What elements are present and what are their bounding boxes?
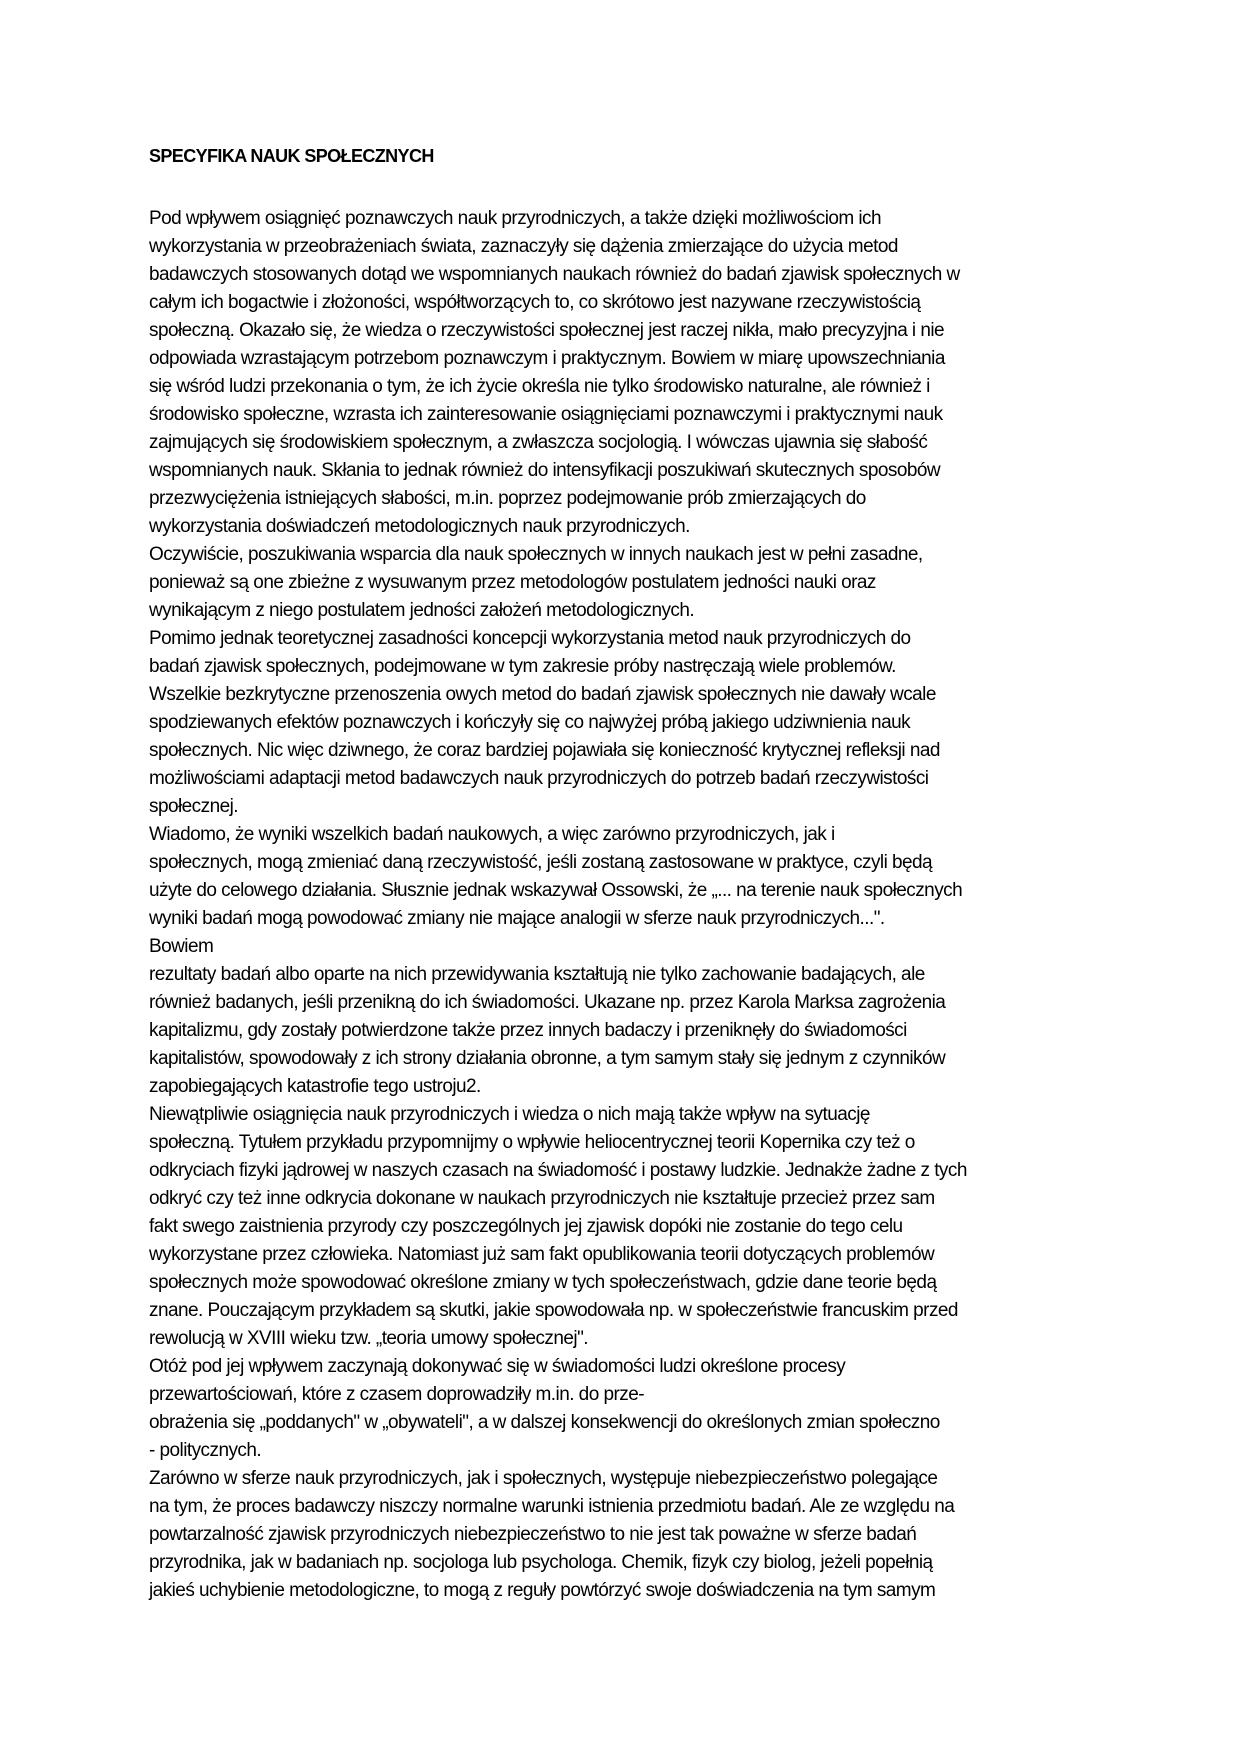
text-line: Pod wpływem osiągnięć poznawczych nauk przyrodniczych, a także dzięki możliwościom ich (149, 208, 882, 229)
text-line: odpowiada wzrastającym potrzebom poznawczym i praktycznym. Bowiem w miarę upowszechniania (149, 348, 945, 369)
text-line: Zarówno w sferze nauk przyrodniczych, jak i społecznych, występuje niebezpieczeństwo polegające (149, 1468, 938, 1489)
text-line: przyrodnika, jak w badaniach np. socjologa lub psychologa. Chemik, fizyk czy biolog, jeżeli popełnią (149, 1552, 933, 1573)
text-line: rewolucją w XVIII wieku tzw. „teoria umowy społecznej". (149, 1328, 589, 1349)
text-line: również badanych, jeśli przenikną do ich świadomości. Ukazane np. przez Karola Marksa zagrożenia (149, 992, 946, 1013)
document-title: SPECYFIKA NAUK SPOŁECZNYCH (149, 146, 434, 166)
text-line: Wiadomo, że wyniki wszelkich badań naukowych, a więc zarówno przyrodniczych, jak i (149, 824, 835, 845)
text-line: Niewątpliwie osiągnięcia nauk przyrodniczych i wiedza o nich mają także wpływ na sytuację (149, 1104, 870, 1125)
text-line: Wszelkie bezkrytyczne przenoszenia owych metod do badań zjawisk społecznych nie dawały wcale (149, 684, 936, 705)
text-line: wykorzystane przez człowieka. Natomiast już sam fakt opublikowania teorii dotyczących problemów (149, 1244, 935, 1265)
text-line: na tym, że proces badawczy niszczy normalne warunki istnienia przedmiotu badań. Ale ze względu na (149, 1496, 955, 1517)
text-line: zapobiegających katastrofie tego ustroju2. (149, 1076, 481, 1097)
text-line: społecznych. Nic więc dziwnego, że coraz bardziej pojawiała się konieczność krytycznej refleksji nad (149, 740, 940, 761)
text-line: wspomnianych nauk. Skłania to jednak również do intensyfikacji poszukiwań skutecznych sposobów (149, 460, 941, 481)
text-line: powtarzalność zjawisk przyrodniczych niebezpieczeństwo to nie jest tak poważne w sferze badań (149, 1524, 917, 1545)
text-line: wynikającym z niego postulatem jedności założeń metodologicznych. (149, 600, 695, 621)
text-line: społecznych może spowodować określone zmiany w tych społeczeństwach, gdzie dane teorie będą (149, 1272, 937, 1293)
text-line: odkryciach fizyki jądrowej w naszych czasach na świadomość i postawy ludzkie. Jednakże żadne z tych (149, 1160, 967, 1181)
text-line: wyniki badań mogą powodować zmiany nie mające analogii w sferze nauk przyrodniczych...". (149, 908, 885, 929)
text-line: całym ich bogactwie i złożoności, współtworzących to, co skrótowo jest nazywane rzeczywistością (149, 292, 921, 313)
text-line: kapitalistów, spowodowały z ich strony działania obronne, a tym samym stały się jednym z czynników (149, 1048, 946, 1069)
text-line: Oczywiście, poszukiwania wsparcia dla nauk społecznych w innych naukach jest w pełni zasadne, (149, 544, 923, 565)
text-line: ponieważ są one zbieżne z wysuwanym przez metodologów postulatem jedności nauki oraz (149, 572, 876, 593)
text-line: społeczną. Okazało się, że wiedza o rzeczywistości społecznej jest raczej nikła, mało precyzyjna i nie (149, 320, 945, 341)
text-line: przezwyciężenia istniejących słabości, m.in. poprzez podejmowanie prób zmierzających do (149, 488, 866, 509)
text-line: badań zjawisk społecznych, podejmowane w tym zakresie próby nastręczają wiele problemów. (149, 656, 896, 677)
text-line: kapitalizmu, gdy zostały potwierdzone także przez innych badaczy i przeniknęły do świadomości (149, 1020, 907, 1041)
text-line: zajmujących się środowiskiem społecznym, a zwłaszcza socjologią. I wówczas ujawnia się słabość (149, 432, 928, 453)
text-line: Bowiem (149, 936, 214, 957)
text-line: możliwościami adaptacji metod badawczych nauk przyrodniczych do potrzeb badań rzeczywistości (149, 768, 929, 789)
text-line: spodziewanych efektów poznawczych i kończyły się co najwyżej próbą jakiego udziwnienia nauk (149, 712, 911, 733)
text-line: badawczych stosowanych dotąd we wspomnianych naukach również do badań zjawisk społecznych w (149, 264, 960, 285)
text-line: odkryć czy też inne odkrycia dokonane w naukach przyrodniczych nie kształtuje przecież przez sam (149, 1188, 935, 1209)
document-body (149, 205, 1109, 1605)
text-line: Otóż pod jej wpływem zaczynają dokonywać się w świadomości ludzi określone procesy (149, 1356, 846, 1377)
text-line: - politycznych. (149, 1440, 262, 1461)
text-line: wykorzystania doświadczeń metodologicznych nauk przyrodniczych. (149, 516, 690, 537)
text-line: społecznych, mogą zmieniać daną rzeczywistość, jeśli zostaną zastosowane w praktyce, czyli będą (149, 852, 933, 873)
text-line: wykorzystania w przeobrażeniach świata, zaznaczyły się dążenia zmierzające do użycia metod (149, 236, 898, 257)
text-line: Pomimo jednak teoretycznej zasadności koncepcji wykorzystania metod nauk przyrodniczych do (149, 628, 911, 649)
text-line: społecznej. (149, 796, 239, 817)
text-line: społeczną. Tytułem przykładu przypomnijmy o wpływie heliocentrycznej teorii Kopernika czy też o (149, 1132, 915, 1153)
text-line: użyte do celowego działania. Słusznie jednak wskazywał Ossowski, że „... na terenie nauk społecznych (149, 880, 963, 901)
text-line: środowisko społeczne, wzrasta ich zainteresowanie osiągnięciami poznawczymi i praktycznymi nauk (149, 404, 943, 425)
text-line: przewartościowań, które z czasem doprowadziły m.in. do prze- (149, 1384, 644, 1405)
text-line: się wśród ludzi przekonania o tym, że ich życie określa nie tylko środowisko naturalne, ale również i (149, 376, 930, 397)
text-line: jakieś uchybienie metodologiczne, to mogą z reguły powtórzyć swoje doświadczenia na tym samym (149, 1580, 936, 1601)
text-line: rezultaty badań albo oparte na nich przewidywania kształtują nie tylko zachowanie badających, ale (149, 964, 925, 985)
text-line: znane. Pouczającym przykładem są skutki, jakie spowodowała np. w społeczeństwie francuskim przed (149, 1300, 958, 1321)
text-line: obrażenia się „poddanych" w „obywateli", a w dalszej konsekwencji do określonych zmian społeczno (149, 1412, 940, 1433)
text-line: fakt swego zaistnienia przyrody czy poszczególnych jej zjawisk dopóki nie zostanie do tego celu (149, 1216, 903, 1237)
